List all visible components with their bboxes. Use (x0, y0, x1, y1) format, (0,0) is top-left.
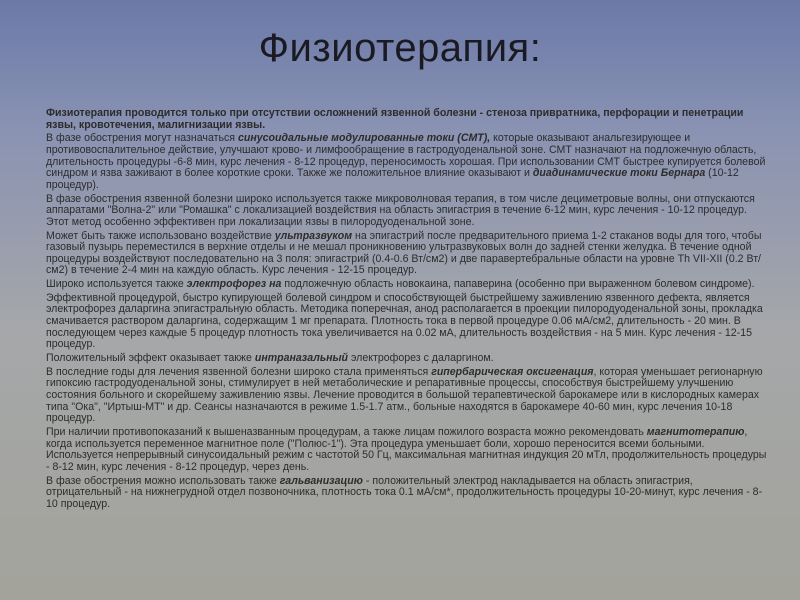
paragraph-text: При наличии противопоказаний к вышеназванным процедурам, а также лицам пожилого возраста можно рекомендовать (46, 425, 647, 438)
paragraph-text: на эпигастрий после предварительного приема 1-2 стаканов воды для того, чтобы газовый пузырь переместился в верхние отделы и не мешал проникновению ультразвуковых волн до задней стенки желудка. В течение одной процедуры воздействуют последовательно на 3 поля: эпигастрий (0.4-0.6 Вт/см2) и две паравертебральные области на уровне Th VII-XII (0.2 Вт/см2) в течение 2-4 мин на каждую область. Курс лечения - 12-15 процедур. (46, 229, 762, 277)
paragraph-text: В фазе обострения можно использовать также (46, 474, 280, 487)
paragraph-text: В последние годы для лечения язвенной болезни широко стала применяться (46, 365, 432, 378)
paragraph-text: (10-12 процедур). (46, 167, 739, 191)
paragraph (46, 353, 768, 365)
emphasized-term: ультразвуком (274, 229, 353, 242)
paragraph-text: - положительный электрод накладывается на область эпигастрия, отрицательный - на нижнегрудной отдел позвоночника, плотность тока 0.1 мА/см*, продолжительность процедуры 10-20-минут, курс лечения - 8-10 процедур. (46, 474, 763, 510)
slide-body-text (46, 108, 768, 512)
paragraph (46, 133, 768, 191)
paragraph-text: которые оказывают анальгезирующее и противовоспалительное действие, улучшают крово- и лимфообращение в гастродуоденальной зоне. СМТ назначают на подложечную область, длительность процедуры -6-8 мин, курс лечения - 8-12 процедур, переносимость хорошая. При использовании СМТ быстрее купируется болевой синдром и язва заживают в более короткие сроки. Также же положительное влияние оказывают и (46, 132, 766, 180)
emphasized-term: гипербарическая оксигенация (431, 365, 594, 378)
paragraph-text: Может быть также использовано воздействие (46, 229, 275, 242)
emphasized-term: гальванизацию (279, 474, 363, 487)
paragraph (46, 293, 768, 351)
paragraph (46, 279, 768, 291)
emphasized-term: магнитотерапию (646, 425, 745, 438)
paragraph-text: электрофорез с даларгином. (348, 352, 494, 364)
paragraph (46, 231, 768, 277)
paragraph-text: подложечную область новокаина, папаверина (особенно при выраженном болевом синдроме). (281, 278, 755, 291)
emphasized-term: синусоидальные модулированные токи (СМТ), (237, 132, 491, 145)
lead-text: Физиотерапия проводится только при отсутствии осложнений язвенной болезни - стеноза привратника, перфорации и пенетрации язвы, кровотечения, малигнизации язвы. (46, 107, 744, 131)
paragraph (46, 476, 768, 511)
paragraph (46, 427, 768, 473)
emphasized-term: диадинамические токи Бернара (532, 167, 706, 180)
paragraph (46, 367, 768, 425)
paragraph-text: , которая уменьшает регионарную гипоксию гастродуоденальной зоны, стимулирует в ней метаболические и репаративные процессы, способствуя быстрейшему улучшению состояния больного и скорейшему заживлению язвы. Лечение проводится в большой терапевтической барокамере или в кислородных камерах типа "Ока", "Иртыш-МТ" и др. Сеансы назначаются в режиме 1.5-1.7 атм., больные находятся в барокамере 40-60 мин, курс лечения 10-18 процедур. (46, 365, 763, 425)
emphasized-term: электрофорез на (186, 278, 282, 291)
paragraph-text: В фазе обострения язвенной болезни широко используется также микроволновая терапия, в том числе дециметровые волны, они отпускаются аппаратами "Волна-2" или "Ромашка" с локализацией воздействия на область эпигастрия в течение 6-12 мин, курс лечения - 10-12 процедур. Этот метод особенно эффективен при локализации язвы в пилородуоденальной зоне. (46, 192, 755, 228)
paragraph-text: Положительный эффект оказывает также (46, 352, 255, 364)
paragraph-text: Широко используется также (46, 278, 187, 291)
emphasized-term: интраназальный (254, 352, 349, 364)
slide-title: Физиотерапия: (258, 26, 542, 70)
paragraph-text: В фазе обострения могут назначаться (46, 132, 238, 145)
paragraph-text: Эффективной процедурой, быстро купирующей болевой синдром и способствующей быстрейшему заживлению язвенного дефекта, является электрофорез даларгина эпигастральную область. Методика поперечная, анод располагается в проекции пилородуоденальной зоны, прокладка смачивается раствором даларгина, содержащим 1 мг препарата. Плотность тока в первой процедуре 0.06 мА/см2, длительность - 20 мин. В последующем через каждые 5 процедур плотность тока увеличивается на 0.02 мА, длительность воздействия - на 5 мин. Курс лечения - 12-15 процедур. (46, 291, 763, 351)
paragraph (46, 108, 768, 131)
paragraph (46, 194, 768, 229)
paragraph-text: , когда используется переменное магнитное поле ("Полюс-1"). Эта процедура уменьшает боли, хорошо переносится всеми больными. Используется непрерывный синусоидальный режим с частотой 50 Гц, максимальная магнитная индукция 20 мТл, продолжительность процедуры - 8-12 мин, курс лечения - 8-12 процедур, через день. (46, 425, 767, 473)
